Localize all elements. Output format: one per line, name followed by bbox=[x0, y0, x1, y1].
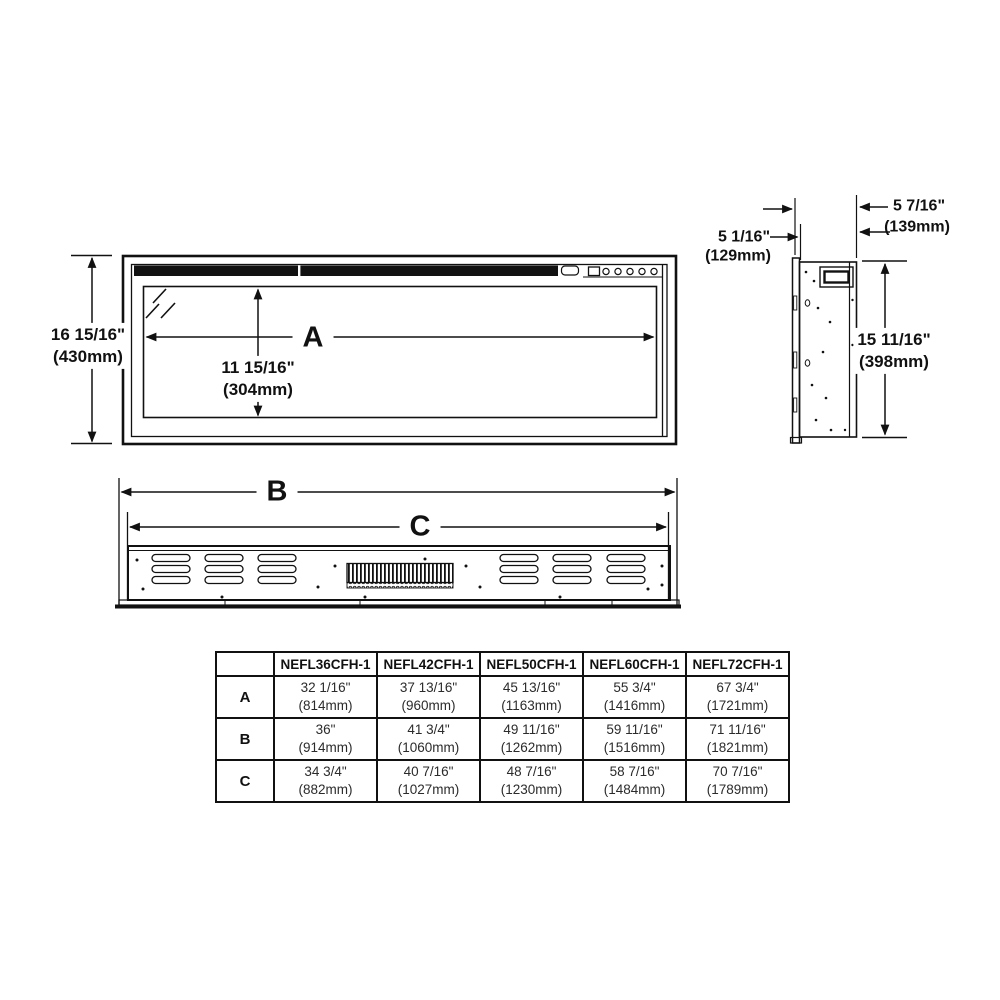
spec-table-cell: 45 13/16" (1163mm) bbox=[480, 676, 583, 718]
louver-vents-left bbox=[152, 555, 296, 584]
control-button bbox=[615, 268, 621, 274]
control-display bbox=[589, 267, 600, 276]
glass-shine-marks bbox=[146, 289, 175, 318]
control-button bbox=[639, 268, 645, 274]
control-button bbox=[603, 268, 609, 274]
spec-table-corner-cell bbox=[216, 652, 274, 676]
front-outer-frame bbox=[123, 256, 676, 444]
spec-table-cell: 41 3/4" (1060mm) bbox=[377, 718, 480, 760]
spec-table-cell: 70 7/16" (1789mm) bbox=[686, 760, 789, 802]
side-front-flange bbox=[793, 258, 800, 443]
spec-table-cell: 71 11/16" (1821mm) bbox=[686, 718, 789, 760]
power-switch bbox=[562, 266, 579, 275]
spec-table-row-label: B bbox=[216, 718, 274, 760]
heater-coil-row bbox=[347, 583, 453, 589]
overall-depth-mm-label: (139mm) bbox=[884, 218, 950, 236]
spec-table-column-header: NEFL60CFH-1 bbox=[583, 652, 686, 676]
front-light-bar bbox=[134, 266, 558, 277]
spec-table-row-label: A bbox=[216, 676, 274, 718]
spec-table-body bbox=[216, 676, 789, 802]
spec-table-row bbox=[216, 718, 789, 760]
spec-table bbox=[215, 651, 790, 803]
side-screw-dots bbox=[805, 271, 854, 432]
viewing-height-label: 11 15/16" (304mm) bbox=[217, 356, 298, 402]
spec-table-column-header: NEFL36CFH-1 bbox=[274, 652, 377, 676]
spec-table-row bbox=[216, 676, 789, 718]
front-inner-frame bbox=[132, 265, 668, 437]
front-overall-height-label: 16 15/16" (430mm) bbox=[47, 323, 129, 369]
heater-grille bbox=[347, 564, 453, 583]
dimension-A-label: A bbox=[293, 324, 334, 353]
spec-table-head-row bbox=[216, 652, 789, 676]
front-view bbox=[71, 256, 676, 445]
base-plate-front-edge bbox=[115, 605, 681, 609]
spec-table-column-header: NEFL42CFH-1 bbox=[377, 652, 480, 676]
control-button bbox=[651, 268, 657, 274]
dimension-C-label: C bbox=[400, 513, 441, 542]
control-button bbox=[627, 268, 633, 274]
spec-table-cell: 49 11/16" (1262mm) bbox=[480, 718, 583, 760]
side-height-label: 15 11/16" (398mm) bbox=[853, 328, 934, 374]
spec-table-cell: 32 1/16" (814mm) bbox=[274, 676, 377, 718]
spec-table-cell: 67 3/4" (1721mm) bbox=[686, 676, 789, 718]
spec-table-row bbox=[216, 760, 789, 802]
flange-depth-mm-label: (129mm) bbox=[705, 247, 771, 265]
overall-depth-label: 5 7/16" bbox=[892, 197, 946, 215]
spec-table-cell: 37 13/16" (960mm) bbox=[377, 676, 480, 718]
spec-table-cell: 48 7/16" (1230mm) bbox=[480, 760, 583, 802]
bottom-view bbox=[115, 478, 681, 609]
spec-table-column-header: NEFL72CFH-1 bbox=[686, 652, 789, 676]
spec-table-cell: 58 7/16" (1484mm) bbox=[583, 760, 686, 802]
spec-table-cell: 34 3/4" (882mm) bbox=[274, 760, 377, 802]
spec-table-row-label: C bbox=[216, 760, 274, 802]
flange-depth-label: 5 1/16" bbox=[717, 228, 771, 246]
dimension-B-label: B bbox=[257, 478, 298, 507]
louver-vents-right bbox=[500, 555, 645, 584]
spec-table-column-header: NEFL50CFH-1 bbox=[480, 652, 583, 676]
spec-table-cell: 59 11/16" (1516mm) bbox=[583, 718, 686, 760]
side-body bbox=[800, 262, 857, 437]
spec-table-cell: 36" (914mm) bbox=[274, 718, 377, 760]
spec-table-cell: 55 3/4" (1416mm) bbox=[583, 676, 686, 718]
spec-table-cell: 40 7/16" (1027mm) bbox=[377, 760, 480, 802]
